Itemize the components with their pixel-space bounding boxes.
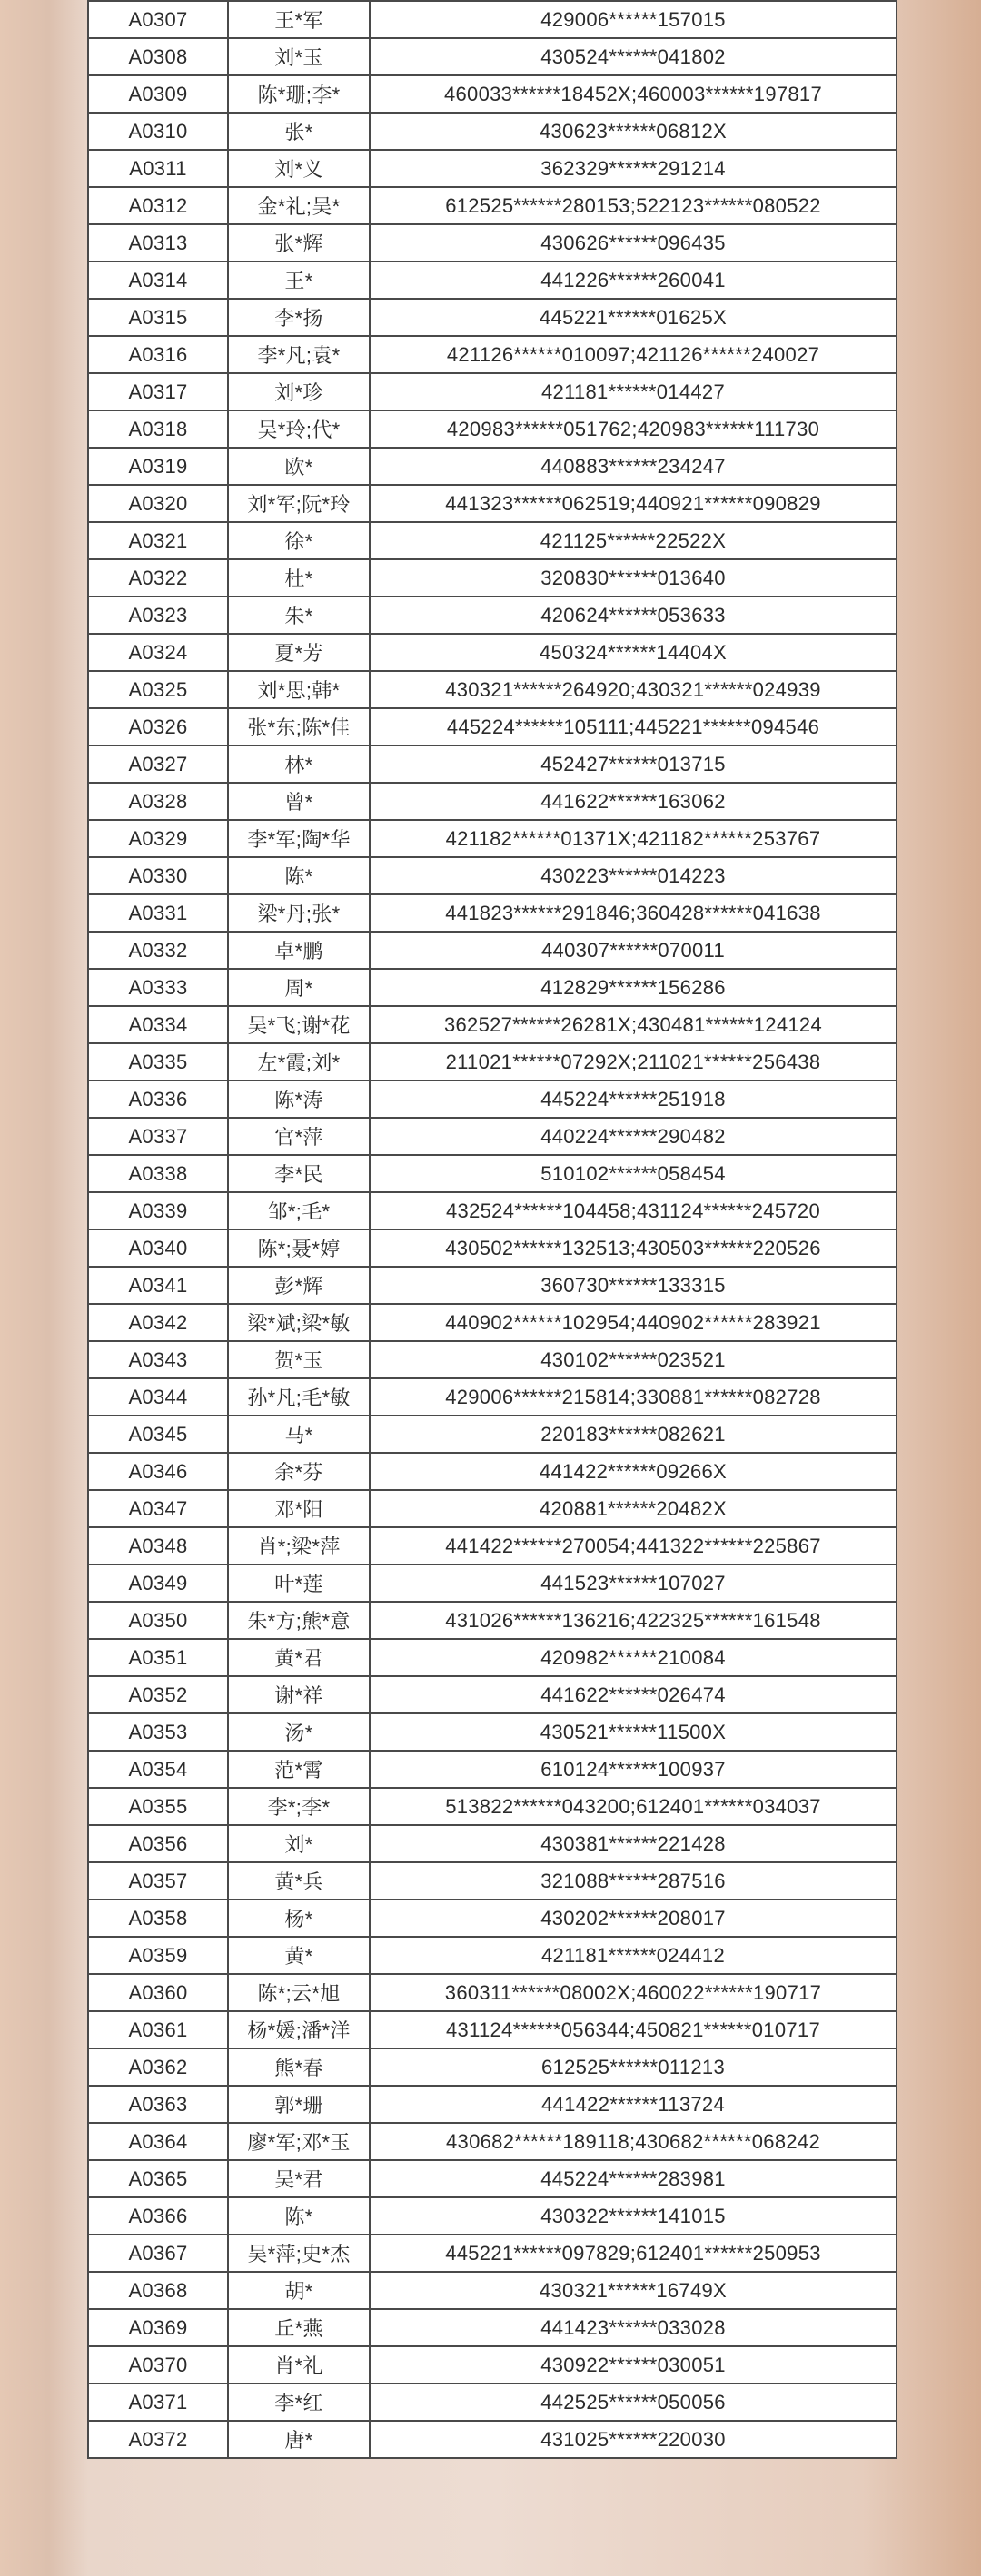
- table-row: [88, 224, 897, 262]
- table-row: [88, 1751, 897, 1788]
- table-row: [88, 1639, 897, 1676]
- table-row: [88, 1304, 897, 1341]
- id-number-cell: 445224******251918: [370, 1081, 897, 1118]
- id-number-cell: 442525******050056: [370, 2384, 897, 2421]
- number-cell: A0369: [88, 2309, 228, 2346]
- name-cell: 郭*珊: [228, 2086, 370, 2123]
- number-cell: A0358: [88, 1900, 228, 1937]
- name-cell: 杜*: [228, 559, 370, 597]
- id-number-cell: 360311******08002X;460022******190717: [370, 1974, 897, 2011]
- number-cell: A0313: [88, 224, 228, 262]
- id-number-cell: 412829******156286: [370, 969, 897, 1006]
- number-cell: A0353: [88, 1713, 228, 1751]
- id-number-cell: 612525******011213: [370, 2048, 897, 2086]
- name-cell: 李*扬: [228, 299, 370, 336]
- id-number-cell: 441622******026474: [370, 1676, 897, 1713]
- name-cell: 叶*莲: [228, 1564, 370, 1602]
- table-row: [88, 1713, 897, 1751]
- name-cell: 杨*媛;潘*洋: [228, 2011, 370, 2048]
- table-row: [88, 38, 897, 75]
- number-cell: A0365: [88, 2160, 228, 2197]
- name-cell: 余*芬: [228, 1453, 370, 1490]
- number-cell: A0322: [88, 559, 228, 597]
- name-cell: 邹*;毛*: [228, 1192, 370, 1229]
- name-cell: 黄*君: [228, 1639, 370, 1676]
- table-row: [88, 2309, 897, 2346]
- id-number-cell: 430922******030051: [370, 2346, 897, 2384]
- table-row: [88, 894, 897, 932]
- table-row: [88, 1043, 897, 1081]
- table-row: [88, 448, 897, 485]
- table-row: [88, 1081, 897, 1118]
- number-cell: A0350: [88, 1602, 228, 1639]
- name-cell: 刘*珍: [228, 373, 370, 410]
- table-row: [88, 671, 897, 708]
- name-cell: 张*辉: [228, 224, 370, 262]
- number-cell: A0318: [88, 410, 228, 448]
- number-cell: A0327: [88, 745, 228, 783]
- number-cell: A0328: [88, 783, 228, 820]
- id-number-cell: 430223******014223: [370, 857, 897, 894]
- id-number-cell: 452427******013715: [370, 745, 897, 783]
- name-cell: 夏*芳: [228, 634, 370, 671]
- table-row: [88, 1416, 897, 1453]
- id-number-cell: 432524******104458;431124******245720: [370, 1192, 897, 1229]
- id-number-cell: 211021******07292X;211021******256438: [370, 1043, 897, 1081]
- id-number-cell: 321088******287516: [370, 1862, 897, 1900]
- id-number-cell: 430502******132513;430503******220526: [370, 1229, 897, 1267]
- table-row: [88, 2384, 897, 2421]
- name-cell: 吴*君: [228, 2160, 370, 2197]
- name-cell: 吴*飞;谢*花: [228, 1006, 370, 1043]
- id-number-cell: 440224******290482: [370, 1118, 897, 1155]
- name-cell: 范*霄: [228, 1751, 370, 1788]
- name-cell: 王*: [228, 262, 370, 299]
- name-cell: 谢*祥: [228, 1676, 370, 1713]
- name-cell: 周*: [228, 969, 370, 1006]
- number-cell: A0330: [88, 857, 228, 894]
- id-number-cell: 441422******09266X: [370, 1453, 897, 1490]
- id-number-cell: 440883******234247: [370, 448, 897, 485]
- name-cell: 陈*: [228, 2197, 370, 2235]
- number-cell: A0325: [88, 671, 228, 708]
- table-row: [88, 857, 897, 894]
- name-cell: 汤*: [228, 1713, 370, 1751]
- id-number-cell: 441622******163062: [370, 783, 897, 820]
- number-cell: A0336: [88, 1081, 228, 1118]
- name-cell: 刘*义: [228, 150, 370, 187]
- number-cell: A0372: [88, 2421, 228, 2458]
- table-row: [88, 1937, 897, 1974]
- table-row: [88, 2421, 897, 2458]
- name-cell: 邓*阳: [228, 1490, 370, 1527]
- number-cell: A0367: [88, 2235, 228, 2272]
- id-number-cell: 441226******260041: [370, 262, 897, 299]
- id-number-cell: 421181******014427: [370, 373, 897, 410]
- name-cell: 唐*: [228, 2421, 370, 2458]
- id-number-cell: 441523******107027: [370, 1564, 897, 1602]
- id-number-cell: 431124******056344;450821******010717: [370, 2011, 897, 2048]
- id-number-cell: 440902******102954;440902******283921: [370, 1304, 897, 1341]
- number-cell: A0309: [88, 75, 228, 113]
- id-number-cell: 441422******113724: [370, 2086, 897, 2123]
- table-row: [88, 932, 897, 969]
- id-number-cell: 431026******136216;422325******161548: [370, 1602, 897, 1639]
- number-cell: A0317: [88, 373, 228, 410]
- number-cell: A0320: [88, 485, 228, 522]
- name-cell: 陈*珊;李*: [228, 75, 370, 113]
- table-row: [88, 1527, 897, 1564]
- number-cell: A0310: [88, 113, 228, 150]
- name-cell: 林*: [228, 745, 370, 783]
- id-number-cell: 420881******20482X: [370, 1490, 897, 1527]
- table-row: [88, 410, 897, 448]
- id-number-cell: 320830******013640: [370, 559, 897, 597]
- name-cell: 陈*;云*旭: [228, 1974, 370, 2011]
- table-row: [88, 1006, 897, 1043]
- name-cell: 刘*: [228, 1825, 370, 1862]
- id-number-cell: 430623******06812X: [370, 113, 897, 150]
- name-cell: 马*: [228, 1416, 370, 1453]
- table-row: [88, 1378, 897, 1416]
- number-cell: A0307: [88, 1, 228, 38]
- number-cell: A0332: [88, 932, 228, 969]
- table-row: [88, 1341, 897, 1378]
- number-cell: A0349: [88, 1564, 228, 1602]
- name-cell: 彭*辉: [228, 1267, 370, 1304]
- id-number-cell: 362527******26281X;430481******124124: [370, 1006, 897, 1043]
- table-row: [88, 150, 897, 187]
- table-row: [88, 1192, 897, 1229]
- name-cell: 曾*: [228, 783, 370, 820]
- id-number-cell: 430102******023521: [370, 1341, 897, 1378]
- name-cell: 贺*玉: [228, 1341, 370, 1378]
- name-cell: 卓*鹏: [228, 932, 370, 969]
- table-row: [88, 708, 897, 745]
- number-cell: A0361: [88, 2011, 228, 2048]
- id-number-cell: 510102******058454: [370, 1155, 897, 1192]
- name-cell: 刘*军;阮*玲: [228, 485, 370, 522]
- name-cell: 官*萍: [228, 1118, 370, 1155]
- id-number-cell: 445221******01625X: [370, 299, 897, 336]
- number-cell: A0316: [88, 336, 228, 373]
- table-row: [88, 1155, 897, 1192]
- name-cell: 黄*兵: [228, 1862, 370, 1900]
- table-row: [88, 1862, 897, 1900]
- number-cell: A0341: [88, 1267, 228, 1304]
- number-cell: A0331: [88, 894, 228, 932]
- roster-table-body: [88, 1, 897, 2458]
- table-row: [88, 2197, 897, 2235]
- id-number-cell: 445221******097829;612401******250953: [370, 2235, 897, 2272]
- id-number-cell: 430626******096435: [370, 224, 897, 262]
- name-cell: 梁*斌;梁*敏: [228, 1304, 370, 1341]
- number-cell: A0348: [88, 1527, 228, 1564]
- number-cell: A0357: [88, 1862, 228, 1900]
- id-number-cell: 441823******291846;360428******041638: [370, 894, 897, 932]
- id-number-cell: 612525******280153;522123******080522: [370, 187, 897, 224]
- table-row: [88, 2011, 897, 2048]
- id-number-cell: 441423******033028: [370, 2309, 897, 2346]
- number-cell: A0329: [88, 820, 228, 857]
- name-cell: 熊*春: [228, 2048, 370, 2086]
- id-number-cell: 441323******062519;440921******090829: [370, 485, 897, 522]
- name-cell: 金*礼;吴*: [228, 187, 370, 224]
- id-number-cell: 441422******270054;441322******225867: [370, 1527, 897, 1564]
- number-cell: A0347: [88, 1490, 228, 1527]
- id-number-cell: 429006******215814;330881******082728: [370, 1378, 897, 1416]
- number-cell: A0371: [88, 2384, 228, 2421]
- name-cell: 李*民: [228, 1155, 370, 1192]
- name-cell: 肖*;梁*萍: [228, 1527, 370, 1564]
- number-cell: A0370: [88, 2346, 228, 2384]
- table-row: [88, 485, 897, 522]
- table-row: [88, 969, 897, 1006]
- name-cell: 丘*燕: [228, 2309, 370, 2346]
- number-cell: A0333: [88, 969, 228, 1006]
- number-cell: A0354: [88, 1751, 228, 1788]
- number-cell: A0345: [88, 1416, 228, 1453]
- name-cell: 李*凡;袁*: [228, 336, 370, 373]
- table-row: [88, 336, 897, 373]
- id-number-cell: 421125******22522X: [370, 522, 897, 559]
- id-number-cell: 445224******105111;445221******094546: [370, 708, 897, 745]
- id-number-cell: 362329******291214: [370, 150, 897, 187]
- name-cell: 徐*: [228, 522, 370, 559]
- table-row: [88, 373, 897, 410]
- number-cell: A0362: [88, 2048, 228, 2086]
- name-cell: 张*东;陈*佳: [228, 708, 370, 745]
- number-cell: A0326: [88, 708, 228, 745]
- id-number-cell: 421126******010097;421126******240027: [370, 336, 897, 373]
- number-cell: A0308: [88, 38, 228, 75]
- number-cell: A0324: [88, 634, 228, 671]
- id-number-cell: 450324******14404X: [370, 634, 897, 671]
- number-cell: A0356: [88, 1825, 228, 1862]
- id-number-cell: 460033******18452X;460003******197817: [370, 75, 897, 113]
- id-number-cell: 430322******141015: [370, 2197, 897, 2235]
- name-cell: 朱*: [228, 597, 370, 634]
- id-number-cell: 420624******053633: [370, 597, 897, 634]
- table-row: [88, 1564, 897, 1602]
- table-row: [88, 2346, 897, 2384]
- name-cell: 吴*萍;史*杰: [228, 2235, 370, 2272]
- number-cell: A0339: [88, 1192, 228, 1229]
- roster-table: [87, 0, 897, 2459]
- id-number-cell: 420983******051762;420983******111730: [370, 410, 897, 448]
- id-number-cell: 420982******210084: [370, 1639, 897, 1676]
- name-cell: 杨*: [228, 1900, 370, 1937]
- name-cell: 欧*: [228, 448, 370, 485]
- number-cell: A0340: [88, 1229, 228, 1267]
- number-cell: A0359: [88, 1937, 228, 1974]
- id-number-cell: 429006******157015: [370, 1, 897, 38]
- name-cell: 陈*: [228, 857, 370, 894]
- table-row: [88, 597, 897, 634]
- table-row: [88, 522, 897, 559]
- id-number-cell: 430202******208017: [370, 1900, 897, 1937]
- table-row: [88, 262, 897, 299]
- table-row: [88, 1267, 897, 1304]
- number-cell: A0346: [88, 1453, 228, 1490]
- table-row: [88, 634, 897, 671]
- table-row: [88, 1490, 897, 1527]
- id-number-cell: 430521******11500X: [370, 1713, 897, 1751]
- name-cell: 吴*玲;代*: [228, 410, 370, 448]
- table-row: [88, 2123, 897, 2160]
- number-cell: A0321: [88, 522, 228, 559]
- number-cell: A0360: [88, 1974, 228, 2011]
- table-row: [88, 2048, 897, 2086]
- table-row: [88, 1974, 897, 2011]
- table-row: [88, 299, 897, 336]
- id-number-cell: 430381******221428: [370, 1825, 897, 1862]
- name-cell: 孙*凡;毛*敏: [228, 1378, 370, 1416]
- table-row: [88, 1825, 897, 1862]
- number-cell: A0334: [88, 1006, 228, 1043]
- id-number-cell: 220183******082621: [370, 1416, 897, 1453]
- id-number-cell: 430321******264920;430321******024939: [370, 671, 897, 708]
- number-cell: A0364: [88, 2123, 228, 2160]
- number-cell: A0338: [88, 1155, 228, 1192]
- table-row: [88, 1602, 897, 1639]
- number-cell: A0366: [88, 2197, 228, 2235]
- table-row: [88, 1118, 897, 1155]
- name-cell: 王*军: [228, 1, 370, 38]
- table-row: [88, 2235, 897, 2272]
- number-cell: A0335: [88, 1043, 228, 1081]
- id-number-cell: 421181******024412: [370, 1937, 897, 1974]
- name-cell: 胡*: [228, 2272, 370, 2309]
- table-row: [88, 75, 897, 113]
- id-number-cell: 430682******189118;430682******068242: [370, 2123, 897, 2160]
- name-cell: 黄*: [228, 1937, 370, 1974]
- table-row: [88, 2272, 897, 2309]
- number-cell: A0363: [88, 2086, 228, 2123]
- table-row: [88, 1676, 897, 1713]
- table-row: [88, 783, 897, 820]
- name-cell: 刘*思;韩*: [228, 671, 370, 708]
- table-row: [88, 820, 897, 857]
- id-number-cell: 430524******041802: [370, 38, 897, 75]
- id-number-cell: 421182******01371X;421182******253767: [370, 820, 897, 857]
- table-row: [88, 187, 897, 224]
- id-number-cell: 610124******100937: [370, 1751, 897, 1788]
- name-cell: 梁*丹;张*: [228, 894, 370, 932]
- name-cell: 李*;李*: [228, 1788, 370, 1825]
- name-cell: 刘*玉: [228, 38, 370, 75]
- number-cell: A0343: [88, 1341, 228, 1378]
- table-row: [88, 113, 897, 150]
- table-row: [88, 559, 897, 597]
- number-cell: A0312: [88, 187, 228, 224]
- number-cell: A0319: [88, 448, 228, 485]
- number-cell: A0352: [88, 1676, 228, 1713]
- table-row: [88, 1453, 897, 1490]
- name-cell: 陈*;聂*婷: [228, 1229, 370, 1267]
- id-number-cell: 513822******043200;612401******034037: [370, 1788, 897, 1825]
- name-cell: 张*: [228, 113, 370, 150]
- id-number-cell: 445224******283981: [370, 2160, 897, 2197]
- number-cell: A0314: [88, 262, 228, 299]
- number-cell: A0342: [88, 1304, 228, 1341]
- table-row: [88, 745, 897, 783]
- id-number-cell: 360730******133315: [370, 1267, 897, 1304]
- id-number-cell: 431025******220030: [370, 2421, 897, 2458]
- number-cell: A0344: [88, 1378, 228, 1416]
- number-cell: A0368: [88, 2272, 228, 2309]
- name-cell: 李*红: [228, 2384, 370, 2421]
- number-cell: A0337: [88, 1118, 228, 1155]
- name-cell: 陈*涛: [228, 1081, 370, 1118]
- table-row: [88, 2086, 897, 2123]
- name-cell: 朱*方;熊*意: [228, 1602, 370, 1639]
- id-number-cell: 430321******16749X: [370, 2272, 897, 2309]
- table-row: [88, 1900, 897, 1937]
- number-cell: A0323: [88, 597, 228, 634]
- id-number-cell: 440307******070011: [370, 932, 897, 969]
- name-cell: 廖*军;邓*玉: [228, 2123, 370, 2160]
- table-row: [88, 1229, 897, 1267]
- table-row: [88, 1788, 897, 1825]
- table-row: [88, 2160, 897, 2197]
- name-cell: 李*军;陶*华: [228, 820, 370, 857]
- table-row: [88, 1, 897, 38]
- number-cell: A0351: [88, 1639, 228, 1676]
- number-cell: A0311: [88, 150, 228, 187]
- number-cell: A0355: [88, 1788, 228, 1825]
- name-cell: 左*霞;刘*: [228, 1043, 370, 1081]
- number-cell: A0315: [88, 299, 228, 336]
- name-cell: 肖*礼: [228, 2346, 370, 2384]
